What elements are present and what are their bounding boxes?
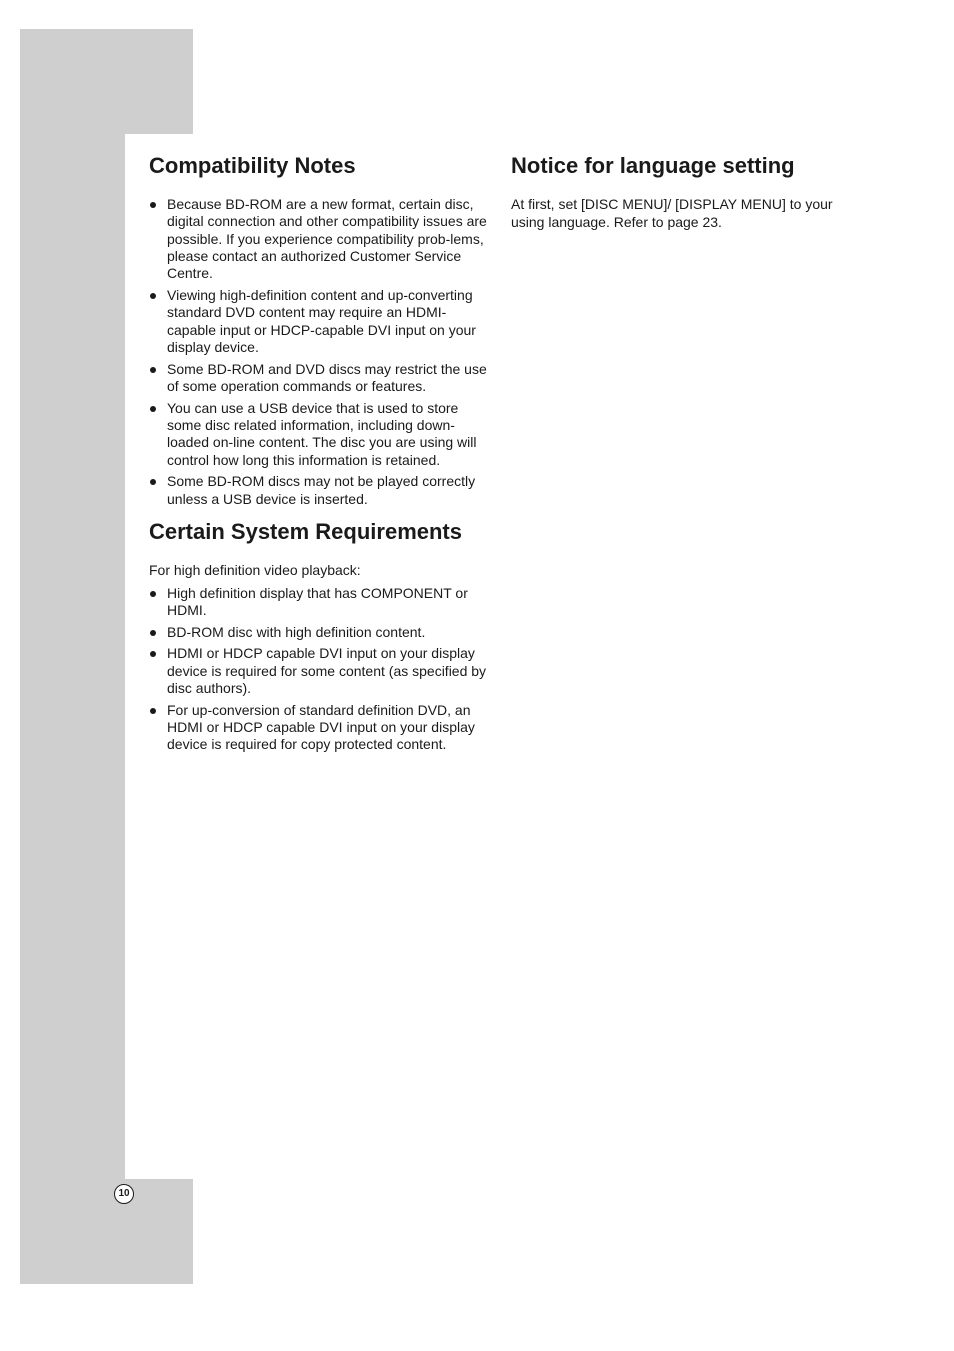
language-notice-text: At first, set [DISC MENU]/ [DISPLAY MENU] to your using language. Refer to page 23. xyxy=(511,196,833,230)
list-item: You can use a USB device that is used to store some disc related information, including down-loaded on-line content. The disc you are using will control how long this information is retained. xyxy=(149,400,491,469)
list-item: Some BD-ROM and DVD discs may restrict the use of some operation commands or features. xyxy=(149,361,491,396)
bullet-icon xyxy=(150,293,156,299)
right-column xyxy=(511,150,856,236)
list-item: High definition display that has COMPONENT or HDMI. xyxy=(149,585,491,620)
bullet-icon xyxy=(150,479,156,485)
bullet-icon xyxy=(150,630,156,636)
page-number: 10 xyxy=(114,1184,134,1204)
system-requirements-intro: For high definition video playback: xyxy=(149,562,361,579)
bullet-icon xyxy=(150,367,156,373)
language-notice-heading: Notice for language setting xyxy=(511,153,795,178)
bullet-icon xyxy=(150,708,156,714)
list-item: HDMI or HDCP capable DVI input on your display device is required for some content (as specified by disc authors). xyxy=(149,645,491,697)
left-column xyxy=(149,150,491,758)
system-requirements-list xyxy=(149,585,491,754)
bullet-icon xyxy=(150,406,156,412)
bullet-icon xyxy=(150,591,156,597)
bullet-icon xyxy=(150,202,156,208)
list-item: Some BD-ROM discs may not be played correctly unless a USB device is inserted. xyxy=(149,473,491,508)
list-item: BD-ROM disc with high definition content. xyxy=(149,624,491,641)
list-item: Viewing high-definition content and up-converting standard DVD content may require an HDMI-capable input or HDCP-capable DVI input on your display device. xyxy=(149,287,491,356)
system-requirements-heading: Certain System Requirements xyxy=(149,519,462,545)
compatibility-notes-list xyxy=(149,196,491,508)
bullet-icon xyxy=(150,651,156,657)
list-item: For up-conversion of standard definition DVD, an HDMI or HDCP capable DVI input on your display device is required for copy protected content. xyxy=(149,702,491,754)
side-tab-top xyxy=(20,29,193,134)
side-tab-bottom xyxy=(20,1179,193,1284)
side-bar xyxy=(20,134,125,1284)
compatibility-notes-heading: Compatibility Notes xyxy=(149,153,356,178)
list-item: Because BD-ROM are a new format, certain disc, digital connection and other compatibility issues are possible. If you experience compatibility prob-lems, please contact an authorized Customer Service Centre. xyxy=(149,196,491,282)
